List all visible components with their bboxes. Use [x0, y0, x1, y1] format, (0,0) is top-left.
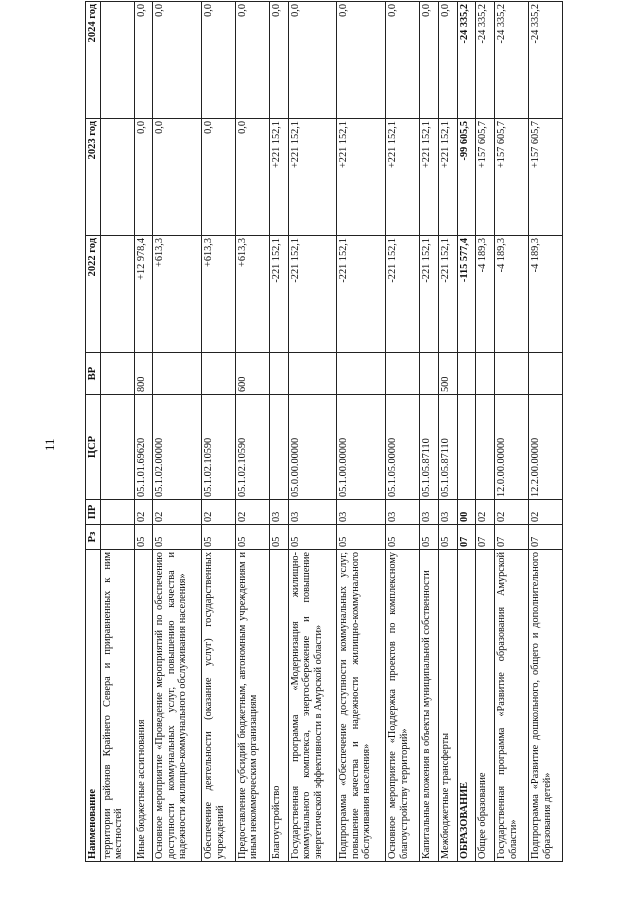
cell-2024: 0,0: [386, 2, 420, 119]
cell-pr: 03: [269, 500, 288, 525]
cell-rz: 07: [476, 525, 495, 550]
cell-2022: -221 152,1: [337, 236, 386, 353]
cell-csr: [100, 395, 134, 500]
table-header-row: [86, 2, 101, 862]
cell-rz: 07: [457, 525, 476, 550]
table-row: [386, 2, 420, 862]
cell-name: Государственная программа «Модернизация жилищно-коммунального комплекса, энергосбережение и повышение энергетической эффективности в Амурской области»: [288, 550, 337, 862]
cell-2023: 0,0: [235, 119, 269, 236]
cell-2024: 0,0: [419, 2, 438, 119]
cell-csr: 05.1.02.10590: [202, 395, 236, 500]
table-row: [457, 2, 476, 862]
cell-pr: 02: [134, 500, 153, 525]
cell-csr: 05.1.02.00000: [153, 395, 202, 500]
cell-2024: -24 335,2: [495, 2, 529, 119]
cell-rz: 05: [235, 525, 269, 550]
header-pr: ПР: [86, 500, 101, 525]
cell-vr: [337, 353, 386, 395]
cell-2023: +157 605,7: [495, 119, 529, 236]
cell-rz: 05: [269, 525, 288, 550]
cell-2023: -99 605,5: [457, 119, 476, 236]
table-row: [134, 2, 153, 862]
cell-2024: 0,0: [288, 2, 337, 119]
cell-rz: [100, 525, 134, 550]
cell-2022: +613,3: [235, 236, 269, 353]
cell-2023: +221 152,1: [419, 119, 438, 236]
cell-name: Межбюджетные трансферты: [438, 550, 457, 862]
cell-csr: 05.1.00.00000: [337, 395, 386, 500]
cell-name: Подпрограмма «Развитие дошкольного, общего и дополнительного образования детей»: [529, 550, 563, 862]
cell-2023: +221 152,1: [269, 119, 288, 236]
cell-pr: 02: [235, 500, 269, 525]
cell-pr: 00: [457, 500, 476, 525]
table-row: [202, 2, 236, 862]
cell-2022: -221 152,1: [419, 236, 438, 353]
cell-2022: [100, 236, 134, 353]
cell-vr: 600: [235, 353, 269, 395]
cell-2022: -221 152,1: [386, 236, 420, 353]
cell-name: Иные бюджетные ассигнования: [134, 550, 153, 862]
cell-2023: 0,0: [134, 119, 153, 236]
cell-pr: 03: [438, 500, 457, 525]
table-row: [100, 2, 134, 862]
cell-csr: 05.1.02.10590: [235, 395, 269, 500]
cell-csr: 05.1.05.87110: [438, 395, 457, 500]
cell-vr: [476, 353, 495, 395]
table-row: [235, 2, 269, 862]
cell-pr: 02: [476, 500, 495, 525]
cell-vr: [100, 353, 134, 395]
cell-2023: +221 152,1: [337, 119, 386, 236]
cell-rz: 05: [337, 525, 386, 550]
table-row: [419, 2, 438, 862]
cell-2022: -4 189,3: [476, 236, 495, 353]
cell-2024: -24 335,2: [457, 2, 476, 119]
cell-vr: [495, 353, 529, 395]
cell-2024: 0,0: [153, 2, 202, 119]
cell-csr: 12.2.00.00000: [529, 395, 563, 500]
cell-2022: +12 978,4: [134, 236, 153, 353]
rotated-table-container: [85, 4, 563, 862]
cell-vr: [202, 353, 236, 395]
header-vr: ВР: [86, 353, 101, 395]
table-row: [438, 2, 457, 862]
cell-csr: [269, 395, 288, 500]
header-2022: 2022 год: [86, 236, 101, 353]
cell-name: ОБРАЗОВАНИЕ: [457, 550, 476, 862]
cell-csr: 12.0.00.00000: [495, 395, 529, 500]
cell-rz: 07: [495, 525, 529, 550]
cell-name: Государственная программа «Развитие образования Амурской области»: [495, 550, 529, 862]
cell-pr: 02: [495, 500, 529, 525]
cell-2024: 0,0: [269, 2, 288, 119]
cell-2024: 0,0: [134, 2, 153, 119]
cell-pr: 03: [386, 500, 420, 525]
cell-2022: +613,3: [153, 236, 202, 353]
header-csr: ЦСР: [86, 395, 101, 500]
cell-vr: [288, 353, 337, 395]
cell-2022: -115 577,4: [457, 236, 476, 353]
cell-csr: 05.1.05.87110: [419, 395, 438, 500]
cell-rz: 05: [134, 525, 153, 550]
cell-pr: 03: [288, 500, 337, 525]
cell-2022: -221 152,1: [269, 236, 288, 353]
cell-name: Подпрограмма «Обеспечение доступности коммунальных услуг, повышение качества и надежности жилищно-коммунального обслуживания населения»: [337, 550, 386, 862]
cell-2023: +221 152,1: [386, 119, 420, 236]
cell-name: Благоустройство: [269, 550, 288, 862]
cell-2022: -4 189,3: [529, 236, 563, 353]
cell-2023: +221 152,1: [288, 119, 337, 236]
table-row: [476, 2, 495, 862]
cell-pr: 02: [202, 500, 236, 525]
table-row: [529, 2, 563, 862]
budget-table: [85, 1, 563, 862]
cell-rz: 05: [419, 525, 438, 550]
cell-2024: -24 335,2: [476, 2, 495, 119]
cell-rz: 07: [529, 525, 563, 550]
cell-2024: 0,0: [337, 2, 386, 119]
cell-name: Основное мероприятие «Поддержка проектов по комплексному благоустройству территорий»: [386, 550, 420, 862]
cell-csr: [476, 395, 495, 500]
cell-2024: 0,0: [438, 2, 457, 119]
cell-vr: [386, 353, 420, 395]
table-row: [337, 2, 386, 862]
cell-rz: 05: [202, 525, 236, 550]
cell-vr: [419, 353, 438, 395]
cell-2023: 0,0: [153, 119, 202, 236]
header-name: Наименование: [86, 550, 101, 862]
cell-vr: [153, 353, 202, 395]
cell-2022: +613,3: [202, 236, 236, 353]
cell-rz: 05: [153, 525, 202, 550]
cell-pr: 02: [153, 500, 202, 525]
cell-2023: 0,0: [202, 119, 236, 236]
table-row: [269, 2, 288, 862]
cell-csr: [457, 395, 476, 500]
cell-name: Капитальные вложения в объекты муниципальной собственности: [419, 550, 438, 862]
page-number: 11: [42, 438, 57, 451]
cell-vr: 500: [438, 353, 457, 395]
cell-pr: [100, 500, 134, 525]
cell-rz: 05: [288, 525, 337, 550]
header-2024: 2024 год: [86, 2, 101, 119]
cell-2024: -24 335,2: [529, 2, 563, 119]
cell-rz: 05: [438, 525, 457, 550]
cell-csr: 05.1.01.69620: [134, 395, 153, 500]
cell-pr: 03: [337, 500, 386, 525]
cell-2022: -4 189,3: [495, 236, 529, 353]
cell-name: Предоставление субсидий бюджетным, автономным учреждениям и иным некоммерческим организациям: [235, 550, 269, 862]
cell-rz: 05: [386, 525, 420, 550]
table-row: [288, 2, 337, 862]
cell-pr: 02: [529, 500, 563, 525]
cell-name: территории районов Крайнего Севера и приравненных к ним местностей: [100, 550, 134, 862]
cell-vr: [457, 353, 476, 395]
cell-csr: 05.1.05.00000: [386, 395, 420, 500]
table-row: [153, 2, 202, 862]
cell-2024: 0,0: [202, 2, 236, 119]
cell-2023: +221 152,1: [438, 119, 457, 236]
cell-2024: 0,0: [235, 2, 269, 119]
cell-name: Основное мероприятие «Проведение мероприятий по обеспечению доступности коммунальных услуг, повышению качества и надежности жилищно-коммунального обслуживания населения»: [153, 550, 202, 862]
cell-2023: +157 605,7: [476, 119, 495, 236]
cell-2023: [100, 119, 134, 236]
cell-pr: 03: [419, 500, 438, 525]
cell-2023: +157 605,7: [529, 119, 563, 236]
cell-name: Обеспечение деятельности (оказание услуг) государственных учреждений: [202, 550, 236, 862]
cell-vr: [269, 353, 288, 395]
table-row: [495, 2, 529, 862]
cell-2022: -221 152,1: [438, 236, 457, 353]
header-rz: Рз: [86, 525, 101, 550]
header-2023: 2023 год: [86, 119, 101, 236]
cell-csr: 05.0.00.00000: [288, 395, 337, 500]
cell-vr: [529, 353, 563, 395]
cell-vr: 800: [134, 353, 153, 395]
cell-2024: [100, 2, 134, 119]
cell-name: Общее образование: [476, 550, 495, 862]
cell-2022: -221 152,1: [288, 236, 337, 353]
